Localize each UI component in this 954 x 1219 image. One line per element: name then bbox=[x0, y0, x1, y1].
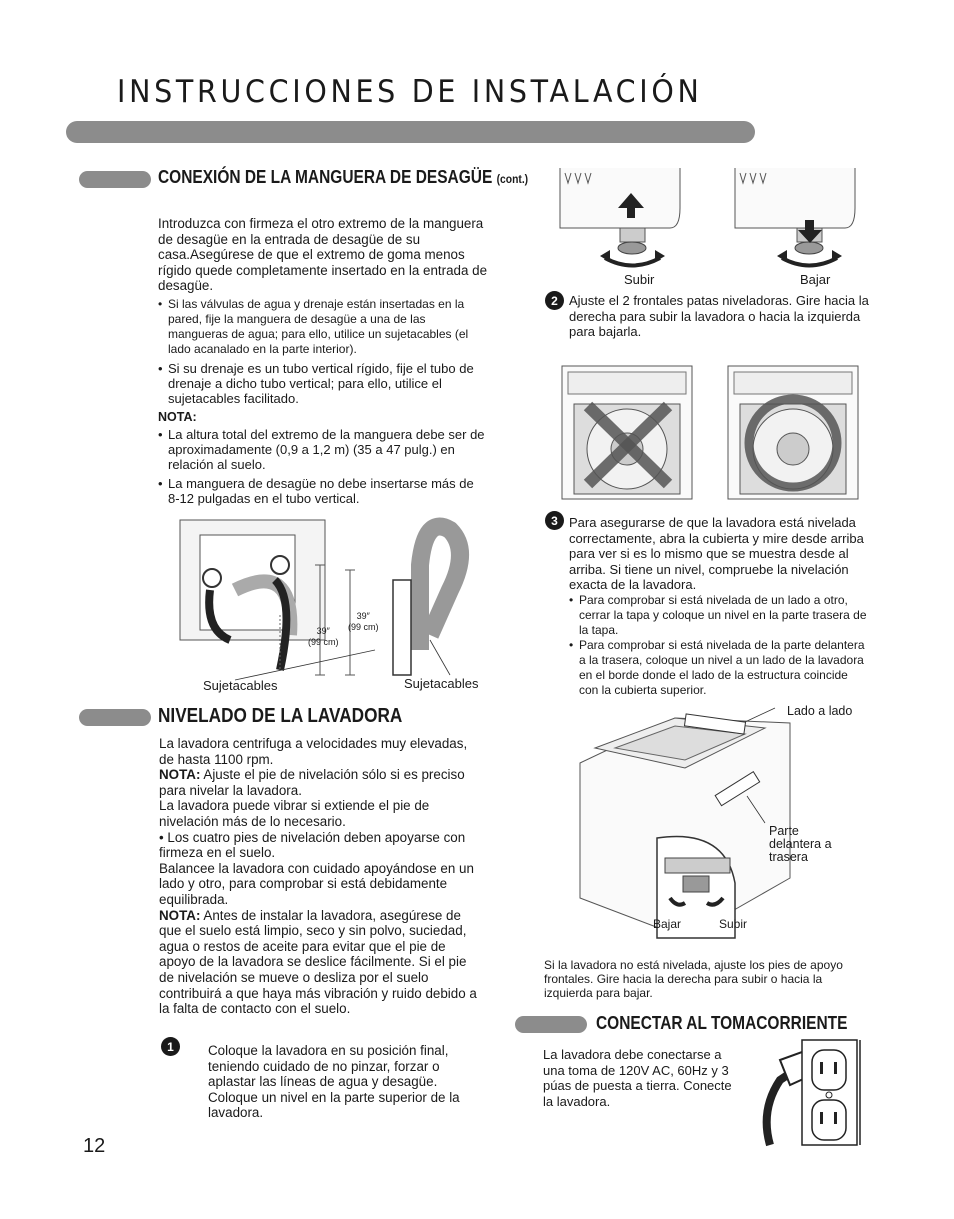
page-title: INSTRUCCIONES DE INSTALACIÓN bbox=[117, 74, 703, 110]
drain-text-block bbox=[158, 216, 488, 506]
front-to-back-label: Parte delantera a trasera bbox=[769, 824, 832, 864]
note-label: NOTA: bbox=[159, 907, 201, 923]
drain-note: • La altura total del extremo de la manguera debe ser de aproximadamente (0,9 a 1,2 m) (35 a 47 pulg.) en relación al suelo. bbox=[158, 427, 488, 472]
note-label: NOTA: bbox=[159, 767, 201, 783]
washer-level-check-illustration bbox=[560, 366, 865, 501]
step1-text: Coloque la lavadora en su posición final, teniendo cuidado de no pinzar, forzar o aplastar las líneas de agua y desagüe. Coloque un nivel en la parte superior de la lavadora. bbox=[208, 1043, 460, 1121]
dim-label-left: 39″ (99 cm) bbox=[308, 626, 339, 647]
fig-raise-label: Subir bbox=[719, 917, 748, 931]
section-marker bbox=[79, 709, 151, 726]
step2-text: Ajuste el 2 frontales patas niveladoras. Gire hacia la derecha para subir la lavadora o hacia la izquierda para bajarla. bbox=[569, 293, 869, 340]
drain-note: • La manguera de desagüe no debe insertarse más de 8-12 pulgadas en el tubo vertical. bbox=[158, 476, 488, 506]
leveling-note2: Antes de instalar la lavadora, asegúrese de que el suelo está limpio, seco y sin polvo, suciedad, agua o restos de aceite para evitar que el pie de apoyo de la lavadora se deslice fácilmente. Si el pie de nivelación se mueve o desliza por el suelo contribuirá a que haya más vibración y ruido debido a la falta de contacto con el suelo. bbox=[159, 907, 477, 1017]
step-number-1: 1 bbox=[161, 1037, 180, 1056]
step3-text-block bbox=[569, 515, 869, 698]
drain-intro: Introduzca con firmeza el otro extremo de la manguera de desagüe en la entrada de desagüe de su casa.Asegúrese de que el extremo de goma menos rígido quede completamente insertado en la entrada de desagüe. bbox=[158, 216, 488, 294]
leveling-p3: • Los cuatro pies de nivelación deben apoyarse con firmeza en el suelo. bbox=[159, 829, 466, 861]
raise-caption: Subir bbox=[624, 272, 655, 287]
cable-tie-caption-right: Sujetacables bbox=[404, 676, 479, 691]
drain-hose-heading bbox=[158, 167, 528, 188]
outlet-text: La lavadora debe conectarse a una toma de 120V AC, 60Hz y 3 púas de puesta a tierra. Conecte la lavadora. bbox=[543, 1047, 732, 1109]
leveling-text-block bbox=[159, 736, 481, 1017]
drain-bullet: • Si las válvulas de agua y drenaje están insertadas en la pared, fije la manguera de desagüe a una de las mangueras de agua; para ello, utilice un sujetacables (el lado acanalado en la parte interior). bbox=[158, 297, 488, 357]
step-number-2: 2 bbox=[545, 291, 564, 310]
drain-heading-suffix: (cont.) bbox=[496, 172, 529, 186]
step3-bullet: • Para comprobar si está nivelada de un lado a otro, cerrar la tapa y coloque un nivel en la parte trasera de la tapa. bbox=[569, 593, 869, 638]
lower-caption: Bajar bbox=[800, 272, 831, 287]
plug-outlet-illustration bbox=[750, 1040, 870, 1148]
title-bar-divider bbox=[66, 121, 755, 143]
outlet-heading: CONECTAR AL TOMACORRIENTE bbox=[596, 1013, 848, 1033]
fig-lower-label: Bajar bbox=[653, 917, 682, 931]
leveling-heading: NIVELADO DE LA LAVADORA bbox=[158, 705, 403, 727]
note-label: NOTA: bbox=[158, 409, 197, 424]
drain-hose-illustration bbox=[175, 510, 495, 700]
leveling-p4: Balancee la lavadora con cuidado apoyándose en un lado y otro, para comprobar si está debidamente equilibrada. bbox=[159, 860, 474, 907]
leveling-note1: Ajuste el pie de nivelación sólo si es preciso para nivelar la lavadora. bbox=[159, 767, 465, 798]
leveling-p2: La lavadora puede vibrar si extiende el pie de nivelación más de lo necesario. bbox=[159, 798, 430, 829]
side-to-side-label: Lado a lado bbox=[787, 704, 853, 718]
drain-heading-text: CONEXIÓN DE LA MANGUERA DE DESAGÜE bbox=[158, 167, 493, 187]
step3-text: Para asegurarse de que la lavadora está nivelada correctamente, abra la cubierta y mire desde arriba para ver si es lo mismo que se muestra desde al arriba. Si tiene un nivel, compruebe la nivelación exacta de la lavadora. bbox=[569, 515, 864, 592]
cable-tie-caption-left: Sujetacables bbox=[203, 678, 278, 693]
section-marker bbox=[515, 1016, 587, 1033]
leveling-feet-illustration bbox=[560, 168, 870, 273]
drain-bullet: • Si su drenaje es un tubo vertical rígido, fije el tubo de drenaje a dicho tubo vertical; para ello, utilice el sujetacables facilitado. bbox=[158, 361, 488, 406]
step3-bullet: • Para comprobar si está nivelada de la parte delantera a la trasera, coloque un nivel a un lado de la lavadora en el borde donde el lado de la estructura coincide con la cubierta superior. bbox=[569, 638, 869, 698]
not-level-note: Si la lavadora no está nivelada, ajuste los pies de apoyo frontales. Gire hacia la derecha para subir o hacia la izquierda para bajar. bbox=[544, 958, 843, 1000]
section-marker bbox=[79, 171, 151, 188]
dim-label-right: 39″ (99 cm) bbox=[348, 611, 379, 632]
step-number-3: 3 bbox=[545, 511, 564, 530]
page-number: 12 bbox=[83, 1135, 106, 1157]
leveling-p1: La lavadora centrifuga a velocidades muy elevadas, de hasta 1100 rpm. bbox=[159, 736, 468, 767]
